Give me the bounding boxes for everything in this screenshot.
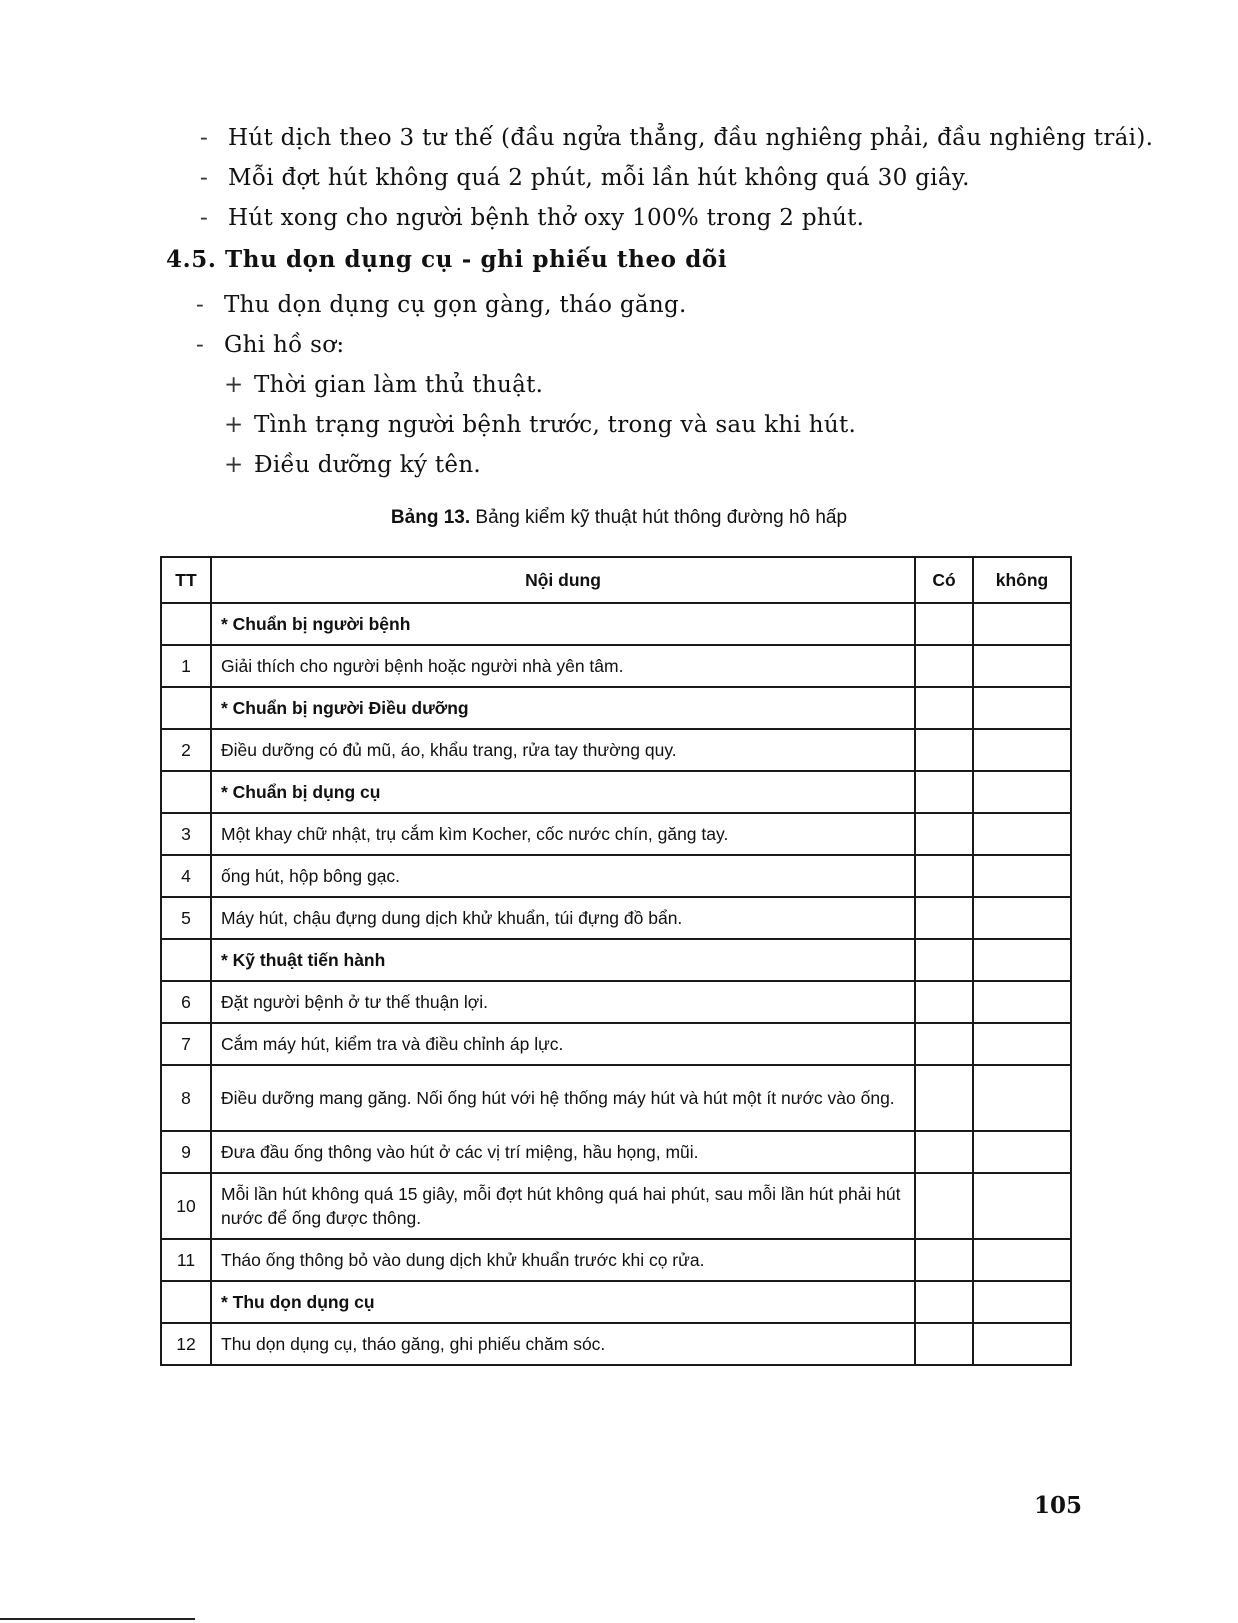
table-row bbox=[161, 981, 1071, 1023]
bullet-item bbox=[196, 285, 1096, 325]
bullet-text: Ghi hồ sơ: bbox=[224, 332, 345, 358]
cell-tt: 3 bbox=[161, 813, 211, 855]
table-row bbox=[161, 897, 1071, 939]
bullet-item bbox=[200, 118, 1154, 158]
cell-tt bbox=[161, 939, 211, 981]
bullet-item bbox=[200, 198, 1100, 238]
cell-no-checkbox[interactable] bbox=[973, 729, 1071, 771]
table-row bbox=[161, 1173, 1071, 1239]
plus-marker: + bbox=[224, 452, 244, 478]
cell-no-checkbox[interactable] bbox=[973, 1323, 1071, 1365]
cell-content: * Kỹ thuật tiến hành bbox=[211, 939, 915, 981]
cell-yes-checkbox[interactable] bbox=[915, 1281, 973, 1323]
table-section-row bbox=[161, 603, 1071, 645]
cell-yes-checkbox[interactable] bbox=[915, 603, 973, 645]
table-section-row bbox=[161, 771, 1071, 813]
dash-marker: - bbox=[200, 205, 209, 231]
cell-yes-checkbox[interactable] bbox=[915, 1239, 973, 1281]
cell-no-checkbox[interactable] bbox=[973, 603, 1071, 645]
table-row bbox=[161, 1239, 1071, 1281]
dash-marker: - bbox=[200, 125, 209, 151]
cell-content: Cắm máy hút, kiểm tra và điều chỉnh áp lực. bbox=[211, 1023, 915, 1065]
cell-no-checkbox[interactable] bbox=[973, 981, 1071, 1023]
page-number: 105 bbox=[1034, 1492, 1083, 1519]
cell-yes-checkbox[interactable] bbox=[915, 1173, 973, 1239]
bullet-item bbox=[200, 158, 1100, 198]
cell-yes-checkbox[interactable] bbox=[915, 939, 973, 981]
sub-bullet-text: Điều dưỡng ký tên. bbox=[254, 452, 482, 478]
dash-marker: - bbox=[196, 332, 205, 358]
bullet-list-suction bbox=[200, 118, 1154, 238]
cell-no-checkbox[interactable] bbox=[973, 813, 1071, 855]
table-caption bbox=[0, 507, 1238, 529]
cell-tt: 4 bbox=[161, 855, 211, 897]
cell-no-checkbox[interactable] bbox=[973, 855, 1071, 897]
table-row bbox=[161, 729, 1071, 771]
cell-no-checkbox[interactable] bbox=[973, 1131, 1071, 1173]
cell-yes-checkbox[interactable] bbox=[915, 1131, 973, 1173]
sub-bullet-text: Tình trạng người bệnh trước, trong và sau khi hút. bbox=[254, 412, 857, 438]
table-row bbox=[161, 813, 1071, 855]
cell-no-checkbox[interactable] bbox=[973, 1173, 1071, 1239]
cell-yes-checkbox[interactable] bbox=[915, 897, 973, 939]
table-row bbox=[161, 1023, 1071, 1065]
cell-content: Điều dưỡng có đủ mũ, áo, khẩu trang, rửa tay thường quy. bbox=[211, 729, 915, 771]
header-content: Nội dung bbox=[211, 557, 915, 603]
cell-content: * Chuẩn bị người bệnh bbox=[211, 603, 915, 645]
cell-tt: 10 bbox=[161, 1173, 211, 1239]
cell-yes-checkbox[interactable] bbox=[915, 687, 973, 729]
cell-content: Đặt người bệnh ở tư thế thuận lợi. bbox=[211, 981, 915, 1023]
cell-content: Một khay chữ nhật, trụ cắm kìm Kocher, cốc nước chín, găng tay. bbox=[211, 813, 915, 855]
cell-yes-checkbox[interactable] bbox=[915, 1065, 973, 1131]
cell-yes-checkbox[interactable] bbox=[915, 729, 973, 771]
cell-yes-checkbox[interactable] bbox=[915, 981, 973, 1023]
bullet-item bbox=[196, 325, 1096, 365]
cell-tt: 8 bbox=[161, 1065, 211, 1131]
plus-marker: + bbox=[224, 412, 244, 438]
sub-bullet-item bbox=[196, 405, 1096, 445]
section-heading: 4.5. Thu dọn dụng cụ - ghi phiếu theo dõi bbox=[166, 246, 728, 273]
bullet-text: Thu dọn dụng cụ gọn gàng, tháo găng. bbox=[224, 292, 687, 318]
table-row bbox=[161, 1131, 1071, 1173]
bullet-list-cleanup bbox=[196, 285, 1096, 485]
cell-tt bbox=[161, 603, 211, 645]
table-row bbox=[161, 1323, 1071, 1365]
plus-marker: + bbox=[224, 372, 244, 398]
cell-tt: 1 bbox=[161, 645, 211, 687]
cell-no-checkbox[interactable] bbox=[973, 939, 1071, 981]
cell-tt: 11 bbox=[161, 1239, 211, 1281]
sub-bullet-text: Thời gian làm thủ thuật. bbox=[254, 372, 544, 398]
cell-content: ống hút, hộp bông gạc. bbox=[211, 855, 915, 897]
table-section-row bbox=[161, 939, 1071, 981]
cell-no-checkbox[interactable] bbox=[973, 897, 1071, 939]
table-row bbox=[161, 645, 1071, 687]
cell-no-checkbox[interactable] bbox=[973, 645, 1071, 687]
table-row bbox=[161, 1065, 1071, 1131]
cell-content: Mỗi lần hút không quá 15 giây, mỗi đợt hút không quá hai phút, sau mỗi lần hút phải hút nước để ống được thông. bbox=[211, 1173, 915, 1239]
cell-tt bbox=[161, 1281, 211, 1323]
cell-content: Giải thích cho người bệnh hoặc người nhà yên tâm. bbox=[211, 645, 915, 687]
cell-tt: 9 bbox=[161, 1131, 211, 1173]
cell-no-checkbox[interactable] bbox=[973, 687, 1071, 729]
cell-yes-checkbox[interactable] bbox=[915, 771, 973, 813]
cell-content: Thu dọn dụng cụ, tháo găng, ghi phiếu chăm sóc. bbox=[211, 1323, 915, 1365]
sub-bullet-item bbox=[196, 365, 1096, 405]
cell-content: Đưa đầu ống thông vào hút ở các vị trí miệng, hầu họng, mũi. bbox=[211, 1131, 915, 1173]
footer-rule bbox=[0, 1618, 195, 1620]
cell-content: Điều dưỡng mang găng. Nối ống hút với hệ thống máy hút và hút một ít nước vào ống. bbox=[211, 1065, 915, 1131]
bullet-text: Hút dịch theo 3 tư thế (đầu ngửa thẳng, đầu nghiêng phải, đầu nghiêng trái). bbox=[228, 125, 1154, 151]
cell-yes-checkbox[interactable] bbox=[915, 855, 973, 897]
cell-content: Tháo ống thông bỏ vào dung dịch khử khuẩn trước khi cọ rửa. bbox=[211, 1239, 915, 1281]
checklist-table bbox=[160, 556, 1072, 1366]
header-yes: Có bbox=[915, 557, 973, 603]
bullet-text: Mỗi đợt hút không quá 2 phút, mỗi lần hút không quá 30 giây. bbox=[228, 165, 970, 191]
header-no: không bbox=[973, 557, 1071, 603]
cell-yes-checkbox[interactable] bbox=[915, 645, 973, 687]
table-section-row bbox=[161, 687, 1071, 729]
cell-tt: 5 bbox=[161, 897, 211, 939]
cell-content: * Chuẩn bị dụng cụ bbox=[211, 771, 915, 813]
cell-tt: 7 bbox=[161, 1023, 211, 1065]
cell-no-checkbox[interactable] bbox=[973, 1023, 1071, 1065]
cell-no-checkbox[interactable] bbox=[973, 1065, 1071, 1131]
dash-marker: - bbox=[200, 165, 209, 191]
cell-yes-checkbox[interactable] bbox=[915, 1023, 973, 1065]
cell-no-checkbox[interactable] bbox=[973, 771, 1071, 813]
cell-no-checkbox[interactable] bbox=[973, 1281, 1071, 1323]
cell-tt bbox=[161, 687, 211, 729]
table-header-row bbox=[161, 557, 1071, 603]
bullet-text: Hút xong cho người bệnh thở oxy 100% trong 2 phút. bbox=[228, 205, 865, 231]
cell-tt: 12 bbox=[161, 1323, 211, 1365]
table-section-row bbox=[161, 1281, 1071, 1323]
cell-content: * Thu dọn dụng cụ bbox=[211, 1281, 915, 1323]
cell-no-checkbox[interactable] bbox=[973, 1239, 1071, 1281]
cell-yes-checkbox[interactable] bbox=[915, 813, 973, 855]
cell-content: Máy hút, chậu đựng dung dịch khử khuẩn, túi đựng đồ bẩn. bbox=[211, 897, 915, 939]
cell-tt: 6 bbox=[161, 981, 211, 1023]
cell-tt: 2 bbox=[161, 729, 211, 771]
cell-tt bbox=[161, 771, 211, 813]
sub-bullet-item bbox=[196, 445, 1096, 485]
header-tt: TT bbox=[161, 557, 211, 603]
table-row bbox=[161, 855, 1071, 897]
cell-yes-checkbox[interactable] bbox=[915, 1323, 973, 1365]
dash-marker: - bbox=[196, 292, 205, 318]
cell-content: * Chuẩn bị người Điều dưỡng bbox=[211, 687, 915, 729]
caption-text: Bảng kiểm kỹ thuật hút thông đường hô hấp bbox=[470, 507, 848, 528]
caption-label: Bảng 13. bbox=[390, 507, 471, 528]
